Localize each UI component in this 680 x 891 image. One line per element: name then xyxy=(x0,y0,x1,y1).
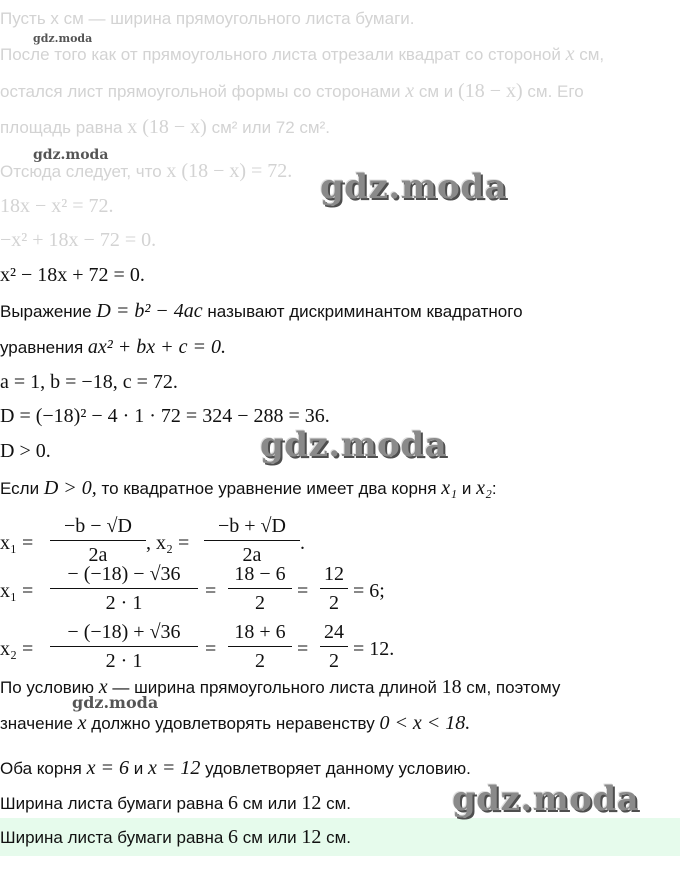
answer-box xyxy=(0,818,680,856)
answer-text xyxy=(0,826,351,849)
math-var: x xyxy=(98,676,108,698)
numerator: 12 xyxy=(324,563,344,585)
text-segment: см, xyxy=(579,45,605,64)
formula-lhs: x₁ = xyxy=(0,532,34,554)
text-segment: см, поэтому xyxy=(466,678,561,697)
formula-lhs: x₁ = xyxy=(0,580,34,602)
watermark-logo: gdz.moda xyxy=(260,425,448,465)
watermark-logo: gdz.moda xyxy=(452,779,640,819)
fraction-bar xyxy=(320,588,348,589)
text-segment: см или xyxy=(242,828,297,847)
math-line: x² − 18x + 72 = 0. xyxy=(0,264,145,286)
watermark-small: gdz.moda xyxy=(33,32,93,45)
text-segment: площадь равна xyxy=(0,118,123,137)
solution-line xyxy=(0,336,226,359)
math-expr: D > 0, xyxy=(43,477,97,499)
formula-eq: = xyxy=(205,638,217,660)
numerator: −b − √D xyxy=(64,515,132,537)
watermark-small: gdz.moda xyxy=(33,147,109,163)
math-line: −x² + 18x − 72 = 0. xyxy=(0,229,157,251)
math-line: D > 0. xyxy=(0,440,51,462)
formula-eq: = xyxy=(297,638,309,660)
fraction xyxy=(50,562,198,615)
text-segment: см и xyxy=(418,82,454,101)
math-expr: x = 6 xyxy=(86,757,129,779)
text-segment: см. xyxy=(326,828,351,847)
math-number: 18 xyxy=(441,676,462,698)
math-number: 12 xyxy=(301,792,322,814)
solution-line xyxy=(0,80,584,103)
denominator: 2 xyxy=(329,592,339,614)
math-var: x₁ xyxy=(441,477,458,499)
formula-eq: = xyxy=(205,580,217,602)
text-segment: Отсюда следует, что xyxy=(0,162,162,181)
fraction xyxy=(50,620,198,673)
math-line: D = (−18)² − 4 · 1 · 72 = 324 − 288 = 36. xyxy=(0,405,330,427)
fraction xyxy=(204,514,300,567)
text-segment: Ширина листа бумаги равна xyxy=(0,794,224,813)
numerator: 18 − 6 xyxy=(234,563,286,585)
formula-end: = 6; xyxy=(353,580,385,602)
text-segment: должно удовлетворять неравенству xyxy=(91,714,375,733)
fraction-bar xyxy=(204,540,300,541)
watermark-small: gdz.moda xyxy=(72,693,159,712)
solution-line xyxy=(0,116,330,139)
text-segment: После того как от прямоугольного листа отрезали квадрат со стороной xyxy=(0,45,561,64)
text-segment: называют дискриминантом квадратного xyxy=(207,302,523,321)
fraction xyxy=(320,562,348,615)
fraction-bar xyxy=(320,646,348,647)
formula-end: = 12. xyxy=(353,638,395,660)
math-expr: (18 − x) xyxy=(458,80,523,102)
denominator: 2 xyxy=(329,650,339,672)
denominator: 2 · 1 xyxy=(105,650,143,672)
math-var: x xyxy=(405,80,415,102)
fraction-bar xyxy=(50,588,198,589)
watermark-logo: gdz.moda xyxy=(320,167,508,207)
math-expr: x = 12 xyxy=(147,757,201,779)
fraction-bar xyxy=(228,588,292,589)
math-expr: ax² + bx + c = 0. xyxy=(87,336,227,358)
text-segment: Оба корня xyxy=(0,759,82,778)
fraction-bar xyxy=(228,646,292,647)
solution-line: Если D > 0, то квадратное уравнение имеет два корня x₁ и x₂: xyxy=(0,477,497,499)
text-segment: см² или 72 см². xyxy=(211,118,330,137)
solution-line xyxy=(0,300,523,323)
numerator: − (−18) + √36 xyxy=(67,621,181,643)
formula-lhs: x₂ = xyxy=(0,638,34,660)
math-expr: x (18 − x) = 72. xyxy=(166,160,293,182)
text-segment: см или xyxy=(242,794,297,813)
fraction-bar xyxy=(50,646,198,647)
text-segment: см. xyxy=(326,794,351,813)
numerator: 24 xyxy=(324,621,344,643)
solution-line xyxy=(0,792,351,815)
text-segment: то квадратное уравнение имеет два корня xyxy=(101,479,437,498)
text-segment: уравнения xyxy=(0,338,84,357)
text-segment: Ширина листа бумаги равна xyxy=(0,828,224,847)
fraction xyxy=(228,562,292,615)
math-expr: 0 < x < 18. xyxy=(379,712,471,734)
denominator: 2 xyxy=(255,650,265,672)
formula-eq: = xyxy=(297,580,309,602)
formula-end: . xyxy=(300,532,305,554)
text-segment: значение xyxy=(0,714,73,733)
solution-line xyxy=(0,43,604,66)
math-line: a = 1, b = −18, c = 72. xyxy=(0,371,178,393)
text-segment: — ширина прямоугольного листа длиной xyxy=(112,678,437,697)
formula-sep: , x₂ = xyxy=(146,532,190,554)
numerator: −b + √D xyxy=(218,515,286,537)
math-number: 6 xyxy=(228,826,239,848)
text-segment: Если xyxy=(0,479,40,498)
denominator: 2a xyxy=(88,544,108,566)
solution-line: Пусть x см — ширина прямоугольного листа бумаги. xyxy=(0,9,415,28)
text-segment: Выражение xyxy=(0,302,92,321)
fraction xyxy=(228,620,292,673)
text-segment: см. Его xyxy=(527,82,584,101)
text-segment: По условию xyxy=(0,678,95,697)
math-line: 18x − x² = 72. xyxy=(0,195,114,217)
fraction xyxy=(50,514,146,567)
math-var: x xyxy=(565,43,575,65)
fraction xyxy=(320,620,348,673)
text-segment: и xyxy=(461,479,472,498)
denominator: 2 xyxy=(255,592,265,614)
math-number: 6 xyxy=(228,792,239,814)
math-var: x xyxy=(77,712,87,734)
text-segment: удовлетворяет данному условию. xyxy=(205,759,471,778)
math-number: 12 xyxy=(301,826,322,848)
denominator: 2a xyxy=(242,544,262,566)
solution-line xyxy=(0,712,470,735)
solution-line xyxy=(0,160,292,183)
numerator: 18 + 6 xyxy=(234,621,286,643)
numerator: − (−18) − √36 xyxy=(67,563,181,585)
math-var: x₂ xyxy=(476,477,492,499)
text-segment: остался лист прямоугольной формы со сторонами xyxy=(0,82,401,101)
solution-line xyxy=(0,757,471,780)
fraction-bar xyxy=(50,540,146,541)
math-expr: D = b² − 4ac xyxy=(96,300,203,322)
denominator: 2 · 1 xyxy=(105,592,143,614)
text-segment: и xyxy=(133,759,144,778)
math-expr: x (18 − x) xyxy=(127,116,207,138)
